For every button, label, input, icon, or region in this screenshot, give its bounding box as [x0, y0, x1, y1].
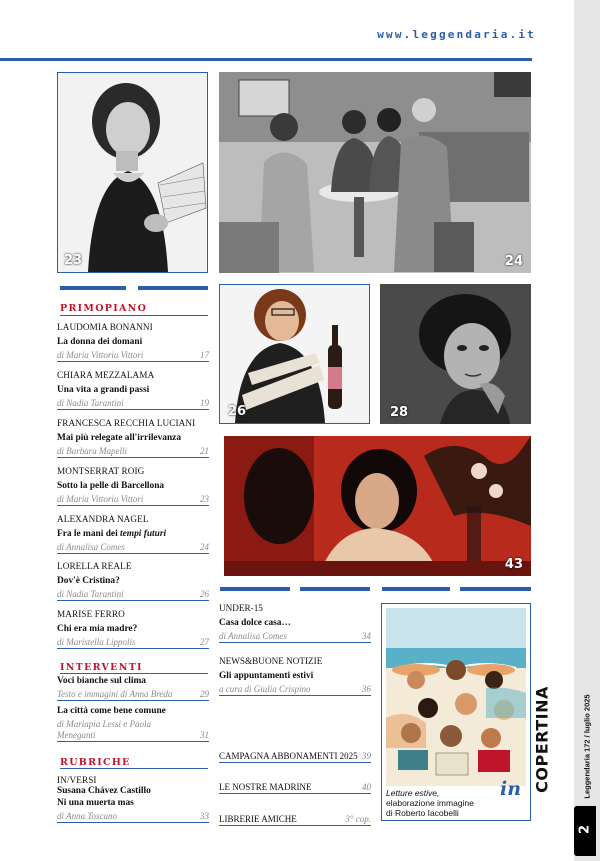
entry-title: Ni una muerta mas	[57, 798, 134, 808]
entry-page: 23	[200, 494, 209, 504]
section-rule	[60, 315, 208, 316]
entry-page: 17	[200, 350, 209, 360]
toc-entry[interactable]	[57, 418, 209, 458]
toc-entry[interactable]	[57, 514, 209, 554]
page-number-26: 26	[228, 404, 247, 419]
entry-title: LIBRERIE AMICHE	[219, 814, 297, 824]
divider-bar	[220, 587, 290, 591]
divider-bar	[138, 286, 208, 290]
entry-page: 39	[362, 751, 371, 761]
toc-entry-librerie[interactable]	[219, 811, 371, 826]
entry-title: Una vita a grandi passi	[57, 385, 150, 395]
toc-entry[interactable]	[57, 706, 209, 742]
issue-label: Leggendaria 172 / luglio 2025	[582, 694, 592, 799]
photo-laudomia-woman-with-fan	[57, 72, 208, 273]
divider-bar	[300, 587, 370, 591]
page-number-tab	[574, 806, 596, 856]
section-heading-rubriche: RUBRICHE	[60, 757, 131, 768]
page-number-43: 43	[504, 557, 523, 572]
page-number-24: 24	[504, 254, 523, 269]
entry-title: LE NOSTRE MADRINE	[219, 782, 312, 792]
toc-entry[interactable]	[57, 561, 209, 601]
entry-byline: a cura di Giulia Crispino	[219, 684, 311, 694]
entry-byline: di Anna Toscano	[57, 811, 118, 821]
entry-author: FRANCESCA RECCHIA LUCIANI	[57, 418, 196, 428]
entry-author: MARISE FERRO	[57, 609, 125, 619]
entry-page: 24	[200, 542, 209, 552]
entry-heading: UNDER-15	[219, 603, 263, 613]
entry-author: LORELLA REALE	[57, 561, 132, 571]
entry-title: Sotto la pelle di Barcellona	[57, 481, 165, 491]
entry-byline: di Annalisa Comes	[219, 631, 287, 641]
entry-byline: di Barbara Mapelli	[57, 446, 127, 456]
site-url[interactable]: www.leggendaria.it	[377, 28, 536, 41]
entry-byline: di Nadia Tarantini	[57, 589, 124, 599]
entry-page: 27	[200, 637, 209, 647]
in-logo: in	[500, 778, 522, 800]
entry-heading: NEWS&BUONE NOTIZIE	[219, 656, 323, 666]
photo-woman-with-bottle	[219, 284, 370, 424]
entry-byline-cont: Meneganti	[57, 730, 96, 740]
entry-byline: Testo e immagini di Anna Breda	[57, 689, 173, 699]
page-number-28: 28	[390, 405, 409, 420]
entry-title: Casa dolce casa…	[219, 618, 291, 628]
toc-entry[interactable]	[57, 775, 209, 823]
entry-byline: di Maristella Lippolis	[57, 637, 136, 647]
entry-page: 31	[200, 730, 209, 740]
entry-author: CHIARA MEZZALAMA	[57, 370, 155, 380]
entry-page: 40	[362, 782, 371, 792]
entry-title: CAMPAGNA ABBONAMENTI 2025	[219, 751, 358, 761]
entry-heading: IN/VERSI	[57, 775, 97, 785]
photo-portrait-woman	[380, 284, 531, 424]
toc-entry[interactable]	[57, 370, 209, 410]
entry-page: 26	[200, 589, 209, 599]
cover-illustration	[386, 608, 526, 786]
entry-author: ALEXANDRA NAGEL	[57, 514, 149, 524]
cover-box[interactable]	[381, 603, 531, 821]
entry-title: Mai più relegate all'irrilevanza	[57, 433, 182, 443]
entry-title: La donna dei domani	[57, 337, 143, 347]
entry-title: Chi era mia madre?	[57, 624, 138, 634]
entry-title-italic: tempi futuri	[120, 529, 167, 539]
entry-page: 21	[200, 446, 209, 456]
entry-page: 3° cop.	[345, 814, 371, 824]
entry-page: 29	[200, 689, 209, 699]
section-heading-interventi: INTERVENTI	[60, 662, 143, 673]
toc-entry[interactable]	[57, 466, 209, 506]
toc-entry[interactable]	[57, 322, 209, 362]
entry-page: 34	[362, 631, 371, 641]
toc-entry[interactable]	[57, 676, 209, 701]
cover-caption-title: Letture estive,	[386, 788, 440, 798]
entry-byline: di Maria Vittoria Vittori	[57, 494, 144, 504]
divider-bar	[460, 587, 531, 591]
cover-caption-line: elaborazione immagine	[386, 798, 474, 808]
divider-bar	[382, 587, 450, 591]
entry-byline: di Mariapia Lessi e Paola	[57, 719, 151, 729]
toc-entry-under15[interactable]	[219, 603, 371, 643]
entry-byline: di Maria Vittoria Vittori	[57, 350, 144, 360]
cover-caption-credit: di Roberto Iacobelli	[386, 808, 459, 818]
entry-title: Voci bianche sul clima	[57, 676, 146, 686]
entry-page: 36	[362, 684, 371, 694]
entry-author: LAUDOMIA BONANNI	[57, 322, 153, 332]
section-rule	[60, 768, 208, 769]
toc-entry-news[interactable]	[219, 656, 371, 696]
toc-entry-campagna[interactable]	[219, 748, 371, 763]
copertina-label: COPERTINA	[532, 686, 552, 793]
entry-title: La città come bene comune	[57, 706, 166, 716]
photo-woman-red-background	[224, 436, 531, 576]
entry-byline: di Annalisa Comes	[57, 542, 125, 552]
entry-author: MONTSERRAT ROIG	[57, 466, 145, 476]
photo-group-at-table	[219, 72, 531, 273]
toc-entry-madrine[interactable]	[219, 779, 371, 794]
entry-byline: di Nadia Tarantini	[57, 398, 124, 408]
entry-title: Dov'è Cristina?	[57, 576, 120, 586]
header-rule	[0, 58, 532, 61]
page-number: 2	[577, 824, 593, 835]
page-number-23: 23	[64, 253, 83, 268]
entry-title: Fra le mani dei	[57, 529, 121, 539]
section-heading-primopiano: PRIMOPIANO	[60, 303, 148, 314]
entry-title: Gli appuntamenti estivi	[219, 671, 314, 681]
entry-author-name: Susana Chávez Castillo	[57, 786, 151, 796]
section-rule	[60, 673, 208, 674]
divider-bar	[60, 286, 126, 290]
entry-page: 19	[200, 398, 209, 408]
toc-entry[interactable]	[57, 609, 209, 649]
entry-page: 33	[200, 811, 209, 821]
